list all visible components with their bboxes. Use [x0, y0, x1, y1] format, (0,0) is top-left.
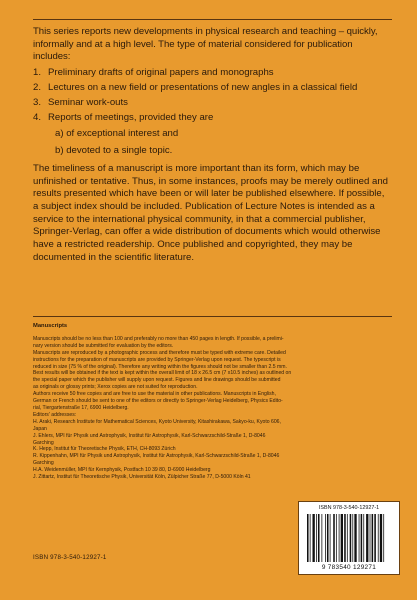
manuscripts-line: Garching — [33, 439, 54, 446]
list-item-text: Seminar work-outs — [48, 96, 128, 108]
manuscripts-line: reduced in size (75 % of the original). Therefore any writing within the figures should not be smaller than 2.5 mm. — [33, 363, 287, 370]
manuscripts-line: as originals or glossy prints; Xerox copies are not suited for reproduction. — [33, 384, 198, 391]
list-item-number: 4. — [33, 111, 42, 123]
sub-list-label: a) — [55, 128, 64, 140]
manuscripts-line: Japan — [33, 425, 47, 432]
sub-list-item — [55, 145, 391, 158]
manuscripts-line: R. Kippenhahn, MPI für Physik und Astrophysik, Institut für Astrophysik, Karl-Schwarzschild-Straße 1, D-8046 — [33, 453, 280, 460]
top-rule — [33, 19, 392, 20]
list-item — [33, 82, 391, 95]
isbn-barcode — [298, 501, 400, 575]
list-item-text: Reports of meetings, provided they are — [48, 111, 214, 123]
manuscripts-line: German or French should be sent to one of the editors or directly to Springer-Verlag Heidelberg, Physics Edito- — [33, 398, 283, 405]
material-list — [33, 67, 391, 125]
list-item-number: 3. — [33, 96, 42, 108]
sub-list-item — [55, 128, 391, 141]
manuscripts-line: H.A. Weidenmüller, MPI für Kernphysik, Postfach 10 39 80, D-6900 Heidelberg — [33, 467, 211, 474]
middle-rule — [33, 316, 392, 317]
manuscripts-line: Manuscripts should be no less than 100 and preferably no more than 450 pages in length. If possible, a prelimi- — [33, 335, 284, 342]
manuscripts-line: Manuscripts are reproduced by a photographic process and therefore must be typed with extreme care. Detailed — [33, 349, 286, 356]
list-item-number: 2. — [33, 81, 42, 93]
meeting-conditions-list — [55, 128, 391, 157]
list-item-number: 1. — [33, 66, 42, 78]
manuscripts-line: Authors receive 50 free copies and are free to use the material in other publications. Manuscripts in English, — [33, 391, 276, 398]
list-item — [33, 112, 391, 125]
isbn-footer: ISBN 978-3-540-12927-1 — [33, 554, 107, 561]
list-item — [33, 97, 391, 110]
body-paragraph: The timeliness of a manuscript is more important than its form, which may be unfinished or tentative. Thus, in some instances, proofs may be merely outlined and results presented which have been or will later be published elsewhere. If possible, a subject index should be included. Publication of Lecture Notes is intended as a service to the international physical community, in that a commercial publisher, Springer-Verlag, can offer a wide distribution of documents which would otherwise have a restricted readership. Once published and copyrighted, they may be documented in the scientific literature. — [33, 162, 388, 263]
main-description — [33, 26, 391, 265]
manuscripts-line: nary version should be submitted for evaluation by the editors. — [33, 342, 174, 349]
manuscripts-section — [33, 323, 393, 481]
manuscripts-line: Editors' addresses: — [33, 411, 77, 418]
manuscripts-line: Garching — [33, 460, 54, 467]
manuscripts-heading: Manuscripts — [33, 323, 68, 329]
manuscripts-line: Best results will be obtained if the text is kept within the overall limit of 18 x 26.5 cm (7 x10.5 inches) as outlined on — [33, 370, 292, 377]
list-item-text: Preliminary drafts of original papers and monographs — [48, 66, 274, 78]
manuscripts-line: K. Hepp, Institut für Theoretische Physik, ETH, CH-8093 Zürich — [33, 446, 176, 453]
manuscripts-line: J. Ehlers, MPI für Physik und Astrophysik, Institut für Astrophysik, Karl-Schwarzschild-Straße 1, D-8046 — [33, 432, 266, 439]
barcode-digits: 9 783540 129271 — [321, 564, 377, 571]
manuscripts-line: rial, Tiergartenstraße 17, 6900 Heidelberg. — [33, 404, 129, 411]
sub-list-text: of exceptional interest and — [66, 128, 179, 140]
intro-paragraph: This series reports new developments in physical research and teaching – quickly, informally and at a high level. The type of material considered for publication includes: — [33, 26, 378, 63]
sub-list-label: b) — [55, 145, 64, 157]
manuscripts-line: H. Araki, Research Institute for Mathematical Sciences, Kyoto University, Kitashirakawa, Sakyo-ku, Kyoto 606, — [33, 418, 281, 425]
manuscripts-line: the special paper which the publisher will supply upon request. Figures and line drawings should be submitted — [33, 377, 281, 384]
manuscripts-line: instructions for the preparation of manuscripts are provided by Springer-Verlag upon request. The typescript is — [33, 356, 281, 363]
list-item-text: Lectures on a new field or presentations of new angles in a classical field — [48, 81, 358, 93]
barcode-isbn-label: ISBN 978-3-540-12927-1 — [318, 505, 380, 511]
manuscripts-line: J. Zittartz, Institut für Theoretische Physik, Universität Köln, Zülpicher Straße 77, D-5000 Köln 41 — [33, 474, 251, 481]
list-item — [33, 67, 391, 80]
sub-list-text: devoted to a single topic. — [66, 145, 173, 157]
barcode-bars — [307, 514, 391, 562]
